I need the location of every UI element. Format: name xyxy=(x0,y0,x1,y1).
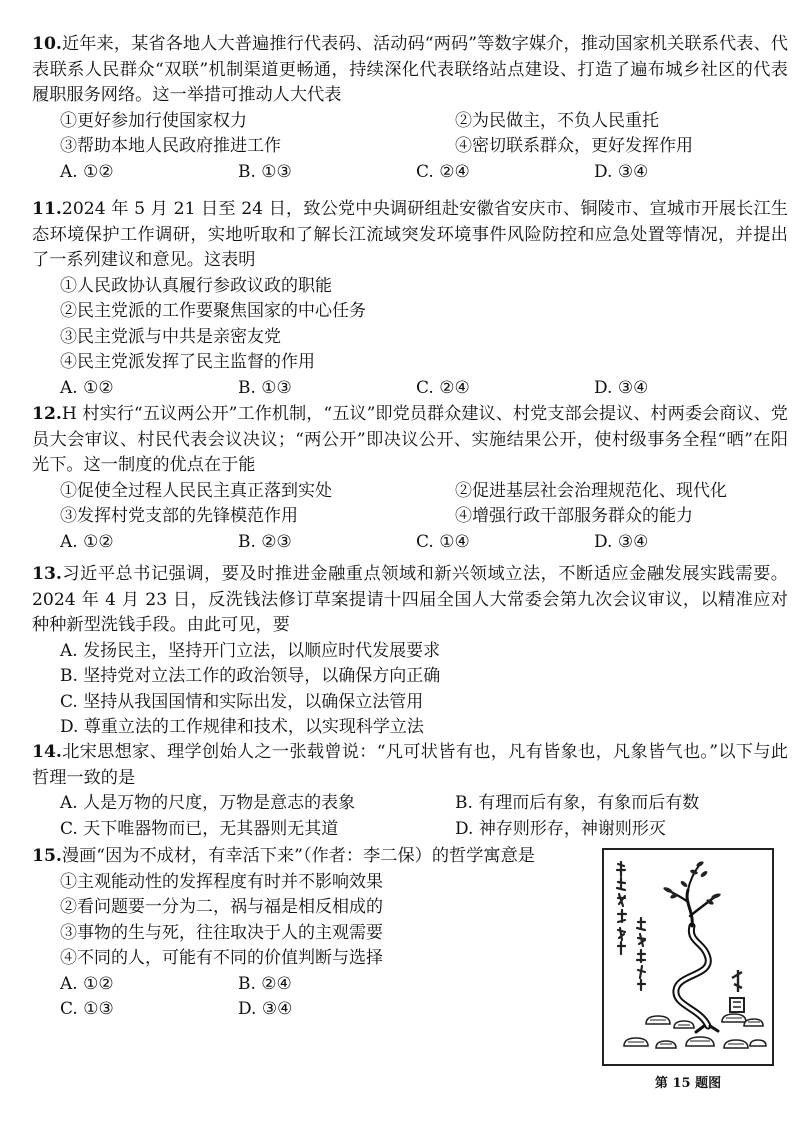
cartoon-tree-drawing xyxy=(604,850,772,1064)
option-a: A. 发扬民主，坚持开门立法，以顺应时代发展要求 xyxy=(60,640,441,661)
option-b: B. 有理而后有象，有象而后有数 xyxy=(455,793,700,813)
statement-item: ②民主党派的工作要聚焦国家的中心任务 xyxy=(60,301,366,321)
statement-item: ③发挥村党支部的先锋模范作用 xyxy=(60,506,298,526)
question-text: H 村实行“五议两公开”工作机制，“五议”即党员群众建议、村党支部会提议、村两委会商议、党员大会审议、村民代表会议决议；“两公开”即决议公开、实施结果公开，使村级事务全程“晒”在阳光下。这一制度的优点在于能 xyxy=(32,404,788,475)
option-d: D. ③④ xyxy=(238,999,293,1019)
item-row xyxy=(32,504,788,530)
option-a: A. ①② xyxy=(60,973,114,994)
question-14 xyxy=(32,740,788,842)
item-row xyxy=(32,134,788,160)
twisted-tree xyxy=(668,864,718,1032)
option-c: C. ①④ xyxy=(416,531,470,552)
statement-item: ②促进基层社会治理规范化、现代化 xyxy=(455,480,727,501)
cartoon-figure xyxy=(602,848,774,1066)
options-row xyxy=(32,376,788,402)
options-row xyxy=(32,817,788,843)
option-c: C. 坚持从我国国情和实际出发，以确保立法管用 xyxy=(60,691,424,712)
statement-item: ③民主党派与中共是亲密友党 xyxy=(60,326,281,347)
option-a: A. ①② xyxy=(60,377,114,398)
option-b: B. ①③ xyxy=(238,377,292,398)
option-b: B. ②③ xyxy=(238,531,292,552)
calligraphy-inscription xyxy=(617,862,645,990)
statement-item: ③事物的生与死，往往取决于人的主观需要 xyxy=(60,922,383,943)
statement-item: ③帮助本地人民政府推进工作 xyxy=(60,136,281,156)
option-d: D. ③④ xyxy=(594,377,649,398)
item-row xyxy=(32,479,788,505)
options-row xyxy=(32,530,788,556)
figure-caption: 第 15 题图 xyxy=(654,1076,722,1091)
statement-item: ④增强行政干部服务群众的能力 xyxy=(455,506,693,526)
question-stem xyxy=(32,844,582,870)
item-row xyxy=(32,109,788,135)
question-text: 漫画“因为不成材，有幸活下来”（作者：李二保）的哲学寓意是 xyxy=(61,846,535,866)
statement-item: ②看问题要一分为二，祸与福是相反相成的 xyxy=(60,897,383,917)
options-row xyxy=(32,791,788,817)
question-stem xyxy=(32,562,788,639)
question-text: 习近平总书记强调，要及时推进金融重点领域和新兴领域立法，不断适应金融发展实践需要。2024 年 4 月 23 日，反洗钱法修订草案提请十四届全国人大常委会第九次会议审议，以精准应对种种新型洗钱手段。由此可见，要 xyxy=(32,564,788,635)
statement-item: ④民主党派发挥了民主监督的作用 xyxy=(60,352,315,372)
question-15 xyxy=(32,844,582,1023)
option-d: D. 尊重立法的工作规律和技术，以实现科学立法 xyxy=(60,717,424,737)
question-stem xyxy=(32,740,788,791)
question-10 xyxy=(32,32,788,185)
question-text: 北宋思想家、理学创始人之一张载曾说：“凡可状皆有也，凡有皆象也，凡象皆气也。”以下与此哲理一致的是 xyxy=(32,742,788,788)
options-row xyxy=(32,972,582,998)
option-c: C. ②④ xyxy=(416,161,470,182)
option-b: B. 坚持党对立法工作的政治领导，以确保方向正确 xyxy=(60,666,441,686)
statement-item: ②为民做主，不负人民重托 xyxy=(455,110,659,131)
statement-item: ①更好参加行使国家权力 xyxy=(60,110,247,131)
statement-item: ①促使全过程人民民主真正落到实处 xyxy=(60,480,332,501)
option-b: B. ①③ xyxy=(238,161,292,182)
question-12 xyxy=(32,402,788,555)
question-11 xyxy=(32,197,788,401)
option-c: C. 天下唯器物而已，无其器则无其道 xyxy=(60,818,339,839)
statement-item: ④密切联系群众，更好发挥作用 xyxy=(455,136,693,156)
options-row xyxy=(32,997,582,1023)
option-d: D. ③④ xyxy=(594,161,649,182)
question-number: 14. xyxy=(32,742,62,762)
statement-item: ①人民政协认真履行参政议政的职能 xyxy=(60,275,332,296)
option-b: B. ②④ xyxy=(238,973,292,994)
option-a: A. 人是万物的尺度，万物是意志的表象 xyxy=(60,793,356,813)
question-text: 2024 年 5 月 21 日至 24 日，致公党中央调研组赴安徽省安庆市、铜陵市、宣城市开展长江生态环境保护工作调研，实地听取和了解长江流域突发环境事件风险防控和应急处置等情况，并提出了一系列建议和意见。这表明 xyxy=(32,199,788,270)
option-a: A. ①② xyxy=(60,531,114,552)
question-stem xyxy=(32,402,788,479)
option-d: D. 神存则形存，神谢则形灭 xyxy=(455,818,666,839)
option-c: C. ①③ xyxy=(60,999,114,1019)
question-13 xyxy=(32,562,788,741)
statement-item: ①主观能动性的发挥程度有时并不影响效果 xyxy=(60,871,383,892)
option-c: C. ②④ xyxy=(416,377,470,398)
question-number: 15. xyxy=(32,846,62,866)
question-number: 10. xyxy=(32,34,62,54)
signature-seal xyxy=(730,970,744,1012)
question-number: 13. xyxy=(32,564,62,584)
option-a: A. ①② xyxy=(60,161,114,182)
question-number: 12. xyxy=(32,404,62,424)
question-number: 11. xyxy=(32,199,62,219)
question-text: 近年来，某省各地人大普遍推行代表码、活动码“两码”等数字媒介，推动国家机关联系代表、代表联系人民群众“双联”机制渠道更畅通，持续深化代表联络站点建设、打造了遍布城乡社区的代表履职服务网络。这一举措可推动人大代表 xyxy=(32,34,788,105)
question-stem xyxy=(32,197,788,274)
statement-item: ④不同的人，可能有不同的价值判断与选择 xyxy=(60,948,383,968)
question-stem xyxy=(32,32,788,109)
options-row xyxy=(32,160,788,186)
option-d: D. ③④ xyxy=(594,531,649,552)
